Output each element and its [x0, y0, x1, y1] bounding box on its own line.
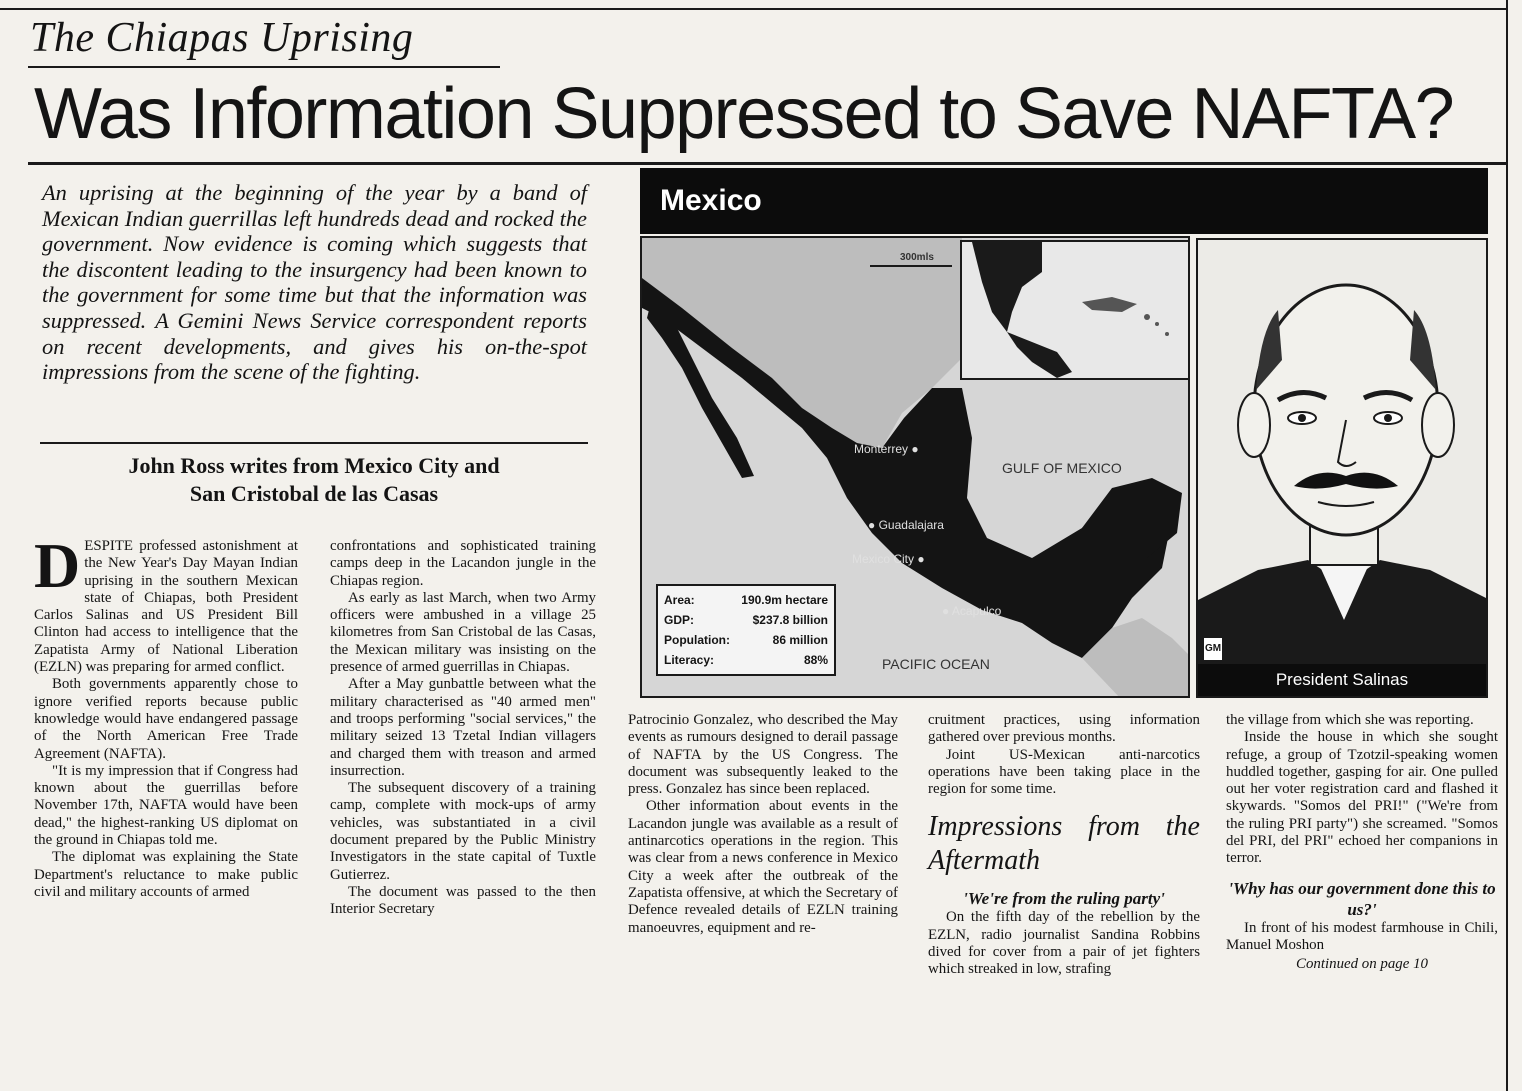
paragraph: The subsequent discovery of a training camp, complete with mock-ups of army vehicles, was substantiated in a civil document prepared by the Public Ministry Investigators in the state capital of Tuxtle Gutierrez. — [330, 780, 596, 883]
headline: Was Information Suppressed to Save NAFTA? — [34, 74, 1454, 154]
label-pacific-ocean: PACIFIC OCEAN — [882, 656, 990, 672]
label-mexico-city: Mexico City ● — [852, 552, 925, 566]
label-monterrey: Monterrey ● — [854, 442, 919, 456]
label-acapulco: ● Acapulco — [942, 604, 1002, 618]
kicker: The Chiapas Uprising — [30, 15, 414, 61]
continued-link[interactable]: Continued on page 10 — [1296, 956, 1428, 973]
paragraph: Inside the house in which she sought refuge, a group of Tzotzil-speaking women huddled together, gasping for air. One pulled out her voter registration card and flashed it skywards. "Somos del PRI!" ("We're from the ruling PRI party") she screamed. "Somos del PRI, del PRI" echoed her companions in terror. — [1226, 729, 1498, 867]
top-rule — [0, 8, 1506, 10]
article-column-2 — [330, 538, 596, 919]
map-title: Mexico — [660, 184, 762, 217]
paragraph: On the fifth day of the rebellion by the EZLN, radio journalist Sandina Robbins dived for cover from a pair of jet fighters which streaked in low, strafing — [928, 909, 1200, 978]
map-header — [640, 168, 1488, 234]
paragraph: Patrocinio Gonzalez, who described the May events as rumours designed to derail passage of NAFTA by the US Congress. The document was subsequently leaked to the press. Gonzalez has since been replaced. — [628, 712, 898, 798]
article-column-1 — [34, 530, 298, 901]
kicker-rule — [28, 66, 500, 68]
byline-line2: San Cristobal de las Casas — [189, 481, 439, 506]
section-subsubhead: 'Why has our government done this to us?' — [1228, 878, 1496, 919]
inset-map — [960, 240, 1190, 380]
paragraph: cruitment practices, using information gathered over previous months. — [928, 712, 1200, 746]
deck: An uprising at the beginning of the year by a band of Mexican Indian guerrillas left hundreds dead and rocked the government. Now evidence is coming which suggests that the discontent leading to the insurgency had been known to the government for some time but that the information was suppressed. A Gemini News Service correspondent reports on recent developments, and gives his on-the-spot impressions from the scene of the fighting. — [42, 180, 587, 385]
headline-rule — [28, 162, 1506, 165]
paragraph: The document was passed to the then Interior Secretary — [330, 883, 596, 918]
fact-row: Area: 190.9m hectare — [664, 593, 828, 607]
byline — [40, 452, 588, 508]
portrait-caption: President Salinas — [1198, 664, 1486, 696]
section-subsubhead: 'We're from the ruling party' — [963, 889, 1165, 909]
dropcap: D — [34, 530, 81, 601]
paragraph: confrontations and sophisticated training camps deep in the Lacandon jungle in the Chiapas region. — [330, 538, 596, 589]
gemini-logo: GM — [1202, 636, 1224, 662]
section-subhead: Impressions from the Aftermath — [928, 811, 1200, 877]
salinas-portrait — [1198, 240, 1488, 668]
paragraph: In front of his modest farmhouse in Chili, Manuel Moshon — [1226, 919, 1498, 953]
article-column-4 — [928, 712, 1200, 979]
article-column-3 — [628, 712, 898, 937]
label-guadalajara: ● Guadalajara — [868, 518, 944, 532]
paragraph: Joint US-Mexican anti-narcotics operations have been taking place in the region for some time. — [928, 746, 1200, 798]
label-gulf-of-mexico: GULF OF MEXICO — [1002, 460, 1122, 476]
country-facts-box — [656, 584, 836, 676]
fact-row: Population: 86 million — [664, 633, 828, 647]
map-scale-label: 300mls — [900, 252, 934, 263]
byline-line1: John Ross writes from Mexico City and — [128, 453, 500, 478]
paragraph: Both governments apparently chose to ignore verified reports because public knowledge would have endangered passage of the North American Free Trade Agreement (NAFTA). — [34, 676, 298, 762]
paragraph: "It is my impression that if Congress had known about the guerrillas before November 17th, NAFTA would have been dead," the highest-ranking US diplomat on the ground in Chiapas told me. — [34, 762, 298, 849]
right-rule — [1506, 0, 1508, 1091]
paragraph: After a May gunbattle between what the military characterised as "40 armed men" and troops performing "social services," the military seized 13 Tzetal Indian villagers and charged them with treason and armed insurrection. — [330, 676, 596, 779]
paragraph: As early as last March, when two Army officers were ambushed in a village 25 kilometres from San Cristobal de las Casas, the Mexican military was insisting on the presence of armed guerrillas in Chiapas. — [330, 589, 596, 676]
deck-rule — [40, 442, 588, 444]
portrait-illustration — [1196, 238, 1488, 698]
paragraph: DESPITE professed astonishment at the New Year's Day Mayan Indian uprising in the southern Mexican state of Chiapas, both President Carlos Salinas and US President Bill Clinton had access to intelligence that the Zapatista Army of National Liberation (EZLN) was preparing for armed conflict. — [34, 530, 298, 676]
fact-row: Literacy: 88% — [664, 653, 828, 667]
paragraph: Other information about events in the Lacandon jungle was available as a result of antinarcotics operations in the region. This was clear from a news conference in Mexico City a week after the outbreak of the Zapatista offensive, at which the Secretary of Defence revealed details of EZLN training manoeuvres, equipment and re- — [628, 798, 898, 936]
paragraph: the village from which she was reporting. — [1226, 712, 1474, 728]
paragraph: The diplomat was explaining the State Department's reluctance to make public civil and military accounts of armed — [34, 849, 298, 900]
fact-row: GDP: $237.8 billion — [664, 613, 828, 627]
article-column-5 — [1226, 712, 1498, 974]
